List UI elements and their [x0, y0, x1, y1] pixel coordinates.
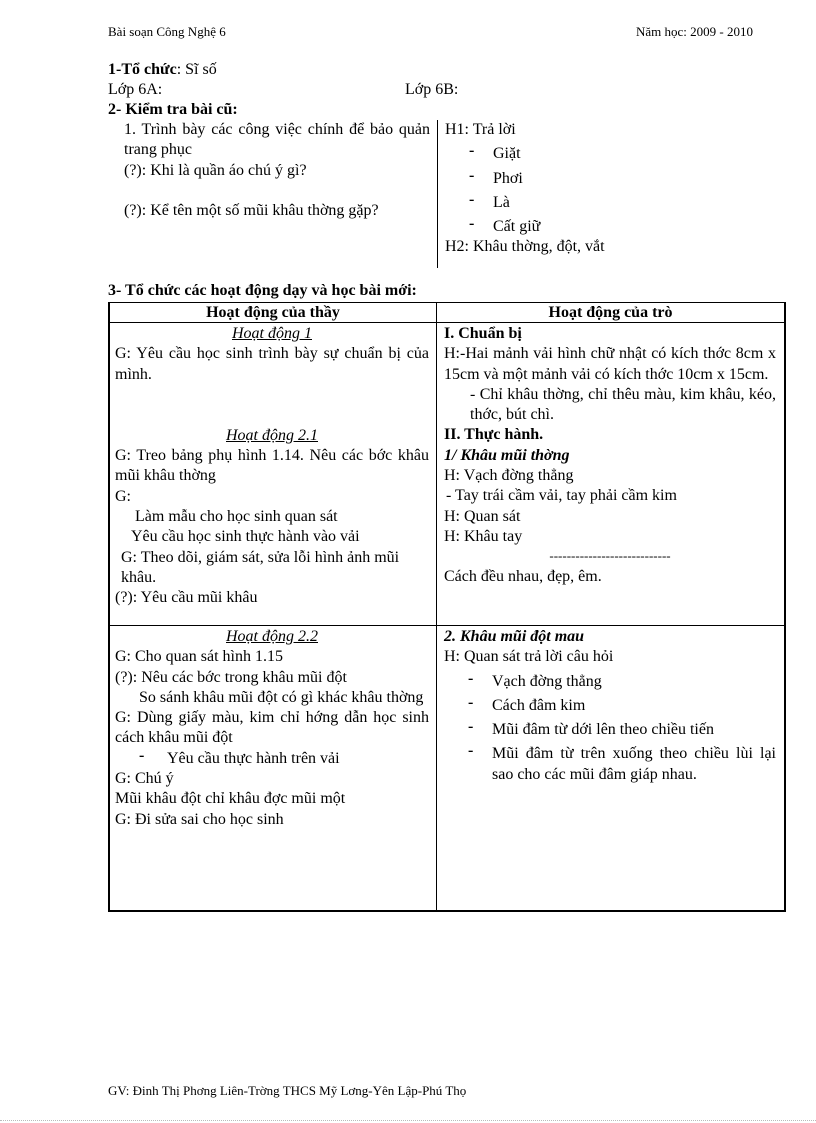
header-left: Bài soạn Công Nghệ 6 [108, 24, 226, 39]
activity-2-1-heading: Hoạt động 2.1 [226, 426, 318, 444]
table-row-border [108, 625, 786, 626]
answer-h2: H2: Khâu thờng, đột, vắt [445, 238, 605, 256]
teacher-text: G: Theo dõi, giám sát, sửa lỗi hình ảnh mũi khâu. [121, 548, 400, 586]
section1-title: 1-Tổ chức [108, 61, 177, 78]
col-header-student: Hoạt động của trò [548, 304, 673, 321]
step-item: - Vạch đờng thẳng [444, 672, 776, 692]
answer-item: - Là [445, 193, 785, 213]
teacher-text: G: Dùng giấy màu, kim chỉ hớng dẫn học sinh cách khâu mũi đột [115, 709, 429, 747]
row1-student [444, 324, 776, 588]
student-text: - Tay trái cầm vải, tay phải cầm kim [446, 487, 677, 505]
answer-h1: H1: Trả lời [445, 121, 516, 138]
section2-divider [437, 120, 438, 268]
teacher-text: (?): Yêu cầu mũi khâu [115, 589, 258, 607]
student-text: H: Quan sát [444, 507, 521, 525]
question-2: (?): Khi là quần áo chú ý gì? [124, 161, 307, 179]
teacher-text: G: Cho quan sát hình 1.15 [115, 648, 283, 666]
answer-item: - Phơi [445, 169, 785, 189]
backstitch-heading: 2. Khâu mũi đột mau [444, 628, 585, 645]
table-right-border [784, 302, 786, 912]
table-middle-border [436, 302, 437, 912]
table-left-border [108, 302, 110, 912]
teacher-text: Mũi khâu đột chỉ khâu đợc mũi một [115, 790, 346, 808]
answer-item: - Cất giữ [445, 217, 785, 237]
section1-title-line [108, 60, 217, 80]
teacher-text: So sánh khâu mũi đột có gì khác khâu thờng [139, 688, 424, 706]
teacher-text: G: Chú ý [115, 770, 174, 788]
section2-title: 2- Kiểm tra bài cũ: [108, 101, 238, 118]
question-1: 1. Trình bày các công việc chính để bảo quản trang phục [124, 121, 430, 159]
table-bottom-border [108, 910, 786, 912]
step-item: - Mũi đâm từ trên xuống theo chiều lùi lại sao cho các mũi đâm giáp nhau. [444, 744, 776, 785]
activity-2-2-heading: Hoạt động 2.2 [226, 628, 318, 645]
footer: GV: Đinh Thị Phơng Liên-Trờng THCS Mỹ Lơng-Yên Lập-Phú Thọ [108, 1083, 467, 1098]
student-text: - Chỉ khâu thờng, chỉ thêu màu, kim khâu, kéo, thớc, bút chì. [470, 385, 776, 424]
student-text: H: Quan sát trả lời câu hỏi [444, 648, 614, 666]
class-6a: Lớp 6A: [108, 81, 163, 98]
teacher-text: Làm mẫu cho học sinh quan sát [135, 508, 338, 526]
row1-teacher [115, 324, 429, 609]
step-item: - Mũi đâm từ dới lên theo chiều tiến [444, 720, 776, 740]
teacher-text: G: Yêu cầu học sinh trình bày sự chuẩn bị của mình. [115, 345, 429, 383]
teacher-text: G: Đi sửa sai cho học sinh [115, 810, 284, 828]
question-3: (?): Kể tên một số mũi khâu thờng gặp? [124, 201, 379, 219]
row2-student [444, 627, 776, 785]
activity-1-heading: Hoạt động 1 [232, 325, 312, 342]
student-text: H: Khâu tay [444, 527, 523, 545]
section1-rest: : Sĩ số [176, 61, 217, 78]
page-edge-line [0, 1120, 816, 1121]
prepare-heading: I. Chuẩn bị [444, 325, 522, 342]
section2-right [445, 120, 785, 258]
student-text: H:-Hai mảnh vải hình chữ nhật có kích thớc 8cm x 15cm và một mảnh vải có kích thớc 10cm x 15cm. [444, 345, 776, 383]
row2-teacher [115, 627, 429, 830]
step-item: - Cách đâm kim [444, 696, 776, 716]
separator: ---------------------------- [549, 548, 671, 564]
col-header-teacher: Hoạt động của thầy [206, 304, 340, 321]
practice-heading: II. Thực hành. [444, 426, 544, 444]
teacher-text: Yêu cầu học sinh thực hành vào vải [131, 528, 360, 546]
teacher-text: G: [115, 487, 131, 505]
header-right: Năm học: 2009 - 2010 [636, 24, 753, 39]
stitch-heading: 1/ Khâu mũi thờng [444, 446, 570, 464]
section3-title: 3- Tổ chức các hoạt động dạy và học bài mới: [108, 282, 417, 299]
teacher-text: G: Treo bảng phụ hình 1.14. Nêu các bớc khâu mũi khâu thờng [115, 447, 429, 485]
teacher-text: - Yêu cầu thực hành trên vải [115, 749, 429, 769]
student-text: Cách đều nhau, đẹp, êm. [444, 568, 602, 586]
teacher-text: (?): Nêu các bớc trong khâu mũi đột [115, 668, 347, 686]
student-text: H: Vạch đờng thẳng [444, 467, 574, 485]
class-6b: Lớp 6B: [405, 81, 459, 98]
answer-item: - Giặt [445, 144, 785, 164]
section2-left [124, 120, 430, 221]
